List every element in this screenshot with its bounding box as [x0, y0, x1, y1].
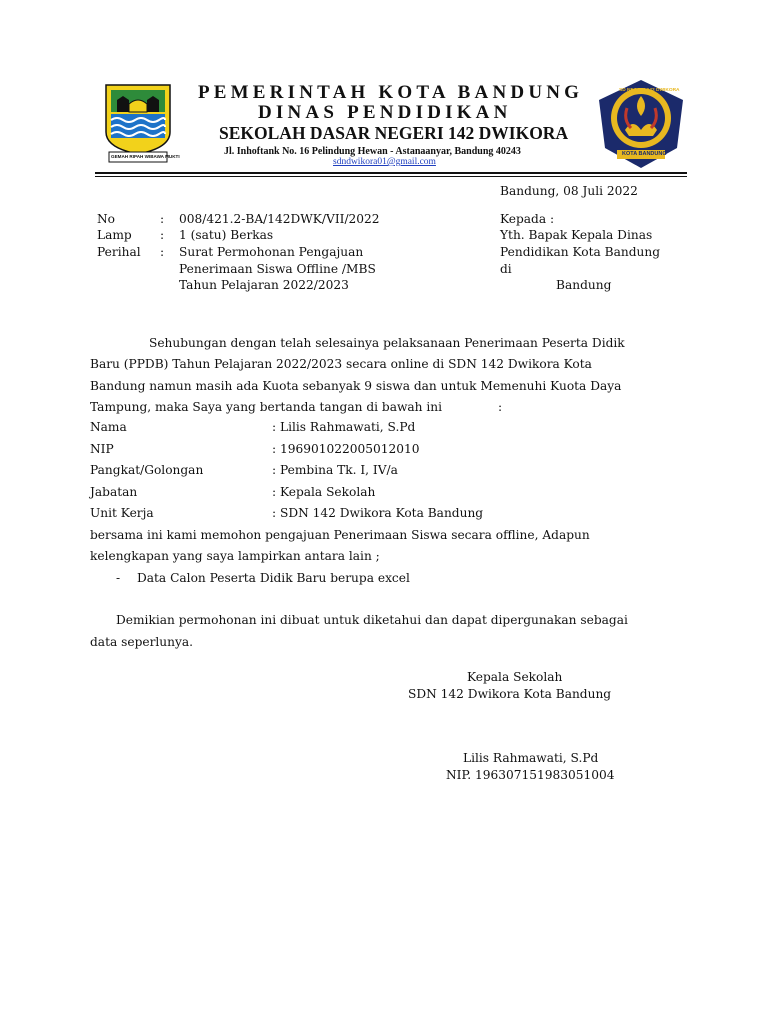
- identity-label: Unit Kerja: [90, 506, 154, 520]
- meta-lamp-label: Lamp: [97, 228, 132, 242]
- recipient-line-4: Bandung: [556, 278, 612, 292]
- signature-name: Lilis Rahmawati, S.Pd: [463, 751, 599, 765]
- school-badge-city-text: KOTA BANDUNG: [622, 151, 667, 157]
- recipient-line-3: di: [500, 262, 512, 276]
- identity-value: : SDN 142 Dwikora Kota Bandung: [272, 506, 484, 520]
- body-p2-line-2: kelengkapan yang saya lampirkan antara lain ;: [90, 549, 380, 563]
- signature-title: Kepala Sekolah: [467, 670, 563, 684]
- body-p2-line-1: bersama ini kami memohon pengajuan Penerimaan Siswa secara offline, Adapun: [90, 528, 590, 542]
- identity-value: : Pembina Tk. I, IV/a: [272, 463, 398, 477]
- meta-lamp-value: 1 (satu) Berkas: [179, 228, 274, 242]
- identity-label: NIP: [90, 442, 114, 456]
- letterhead-divider-thin: [95, 176, 687, 177]
- signature-school: SDN 142 Dwikora Kota Bandung: [408, 687, 612, 701]
- signature-nip: NIP. 196307151983051004: [446, 768, 615, 782]
- letterhead-government: PEMERINTAH KOTA BANDUNG: [198, 82, 584, 103]
- body-p3-line-2: data seperlunya.: [90, 635, 194, 649]
- letterhead-department: DINAS PENDIDIKAN: [258, 102, 512, 123]
- bullet-dash: -: [116, 571, 121, 585]
- meta-no-value: 008/421.2-BA/142DWK/VII/2022: [179, 212, 380, 226]
- body-p1-line-4-colon: :: [498, 400, 503, 414]
- letterhead-school-name: SEKOLAH DASAR NEGERI 142 DWIKORA: [219, 123, 569, 143]
- identity-value: : Lilis Rahmawati, S.Pd: [272, 420, 416, 434]
- meta-perihal-value-2: Penerimaan Siswa Offline /MBS: [179, 262, 376, 276]
- recipient-line-2: Pendidikan Kota Bandung: [500, 245, 661, 259]
- letterhead-email-link[interactable]: sdndwikora01@gmail.com: [333, 157, 436, 167]
- meta-perihal-value-1: Surat Permohonan Pengajuan: [179, 245, 364, 259]
- body-p3-line-1: Demikian permohonan ini dibuat untuk diketahui dan dapat dipergunakan sebagai: [116, 613, 628, 627]
- recipient-line-1: Yth. Bapak Kepala Dinas: [500, 228, 653, 242]
- meta-no-colon: :: [160, 212, 165, 226]
- recipient-kepada: Kepada :: [500, 212, 555, 226]
- body-p1-line-2: Baru (PPDB) Tahun Pelajaran 2022/2023 secara online di SDN 142 Dwikora Kota: [90, 357, 592, 371]
- city-emblem-logo: [103, 82, 180, 164]
- body-p1-line-1: Sehubungan dengan telah selesainya pelaksanaan Penerimaan Peserta Didik: [149, 336, 625, 350]
- school-badge-ring-text: SD NEGERI 142 DWIKORA: [619, 88, 680, 93]
- body-p1-line-4: Tampung, maka Saya yang bertanda tangan di bawah ini: [90, 400, 443, 414]
- bullet-item: Data Calon Peserta Didik Baru berupa excel: [137, 571, 410, 585]
- letterhead-address: Jl. Inhoftank No. 16 Pelindung Hewan - Astanaanyar, Bandung 40243: [224, 146, 521, 157]
- body-p1-line-3: Bandung namun masih ada Kuota sebanyak 9 siswa dan untuk Memenuhi Kuota Daya: [90, 379, 622, 393]
- school-badge-logo: [597, 78, 685, 170]
- identity-label: Nama: [90, 420, 127, 434]
- identity-value: : Kepala Sekolah: [272, 485, 376, 499]
- identity-label: Pangkat/Golongan: [90, 463, 204, 477]
- meta-lamp-colon: :: [160, 228, 165, 242]
- meta-no-label: No: [97, 212, 116, 226]
- meta-perihal-value-3: Tahun Pelajaran 2022/2023: [179, 278, 349, 292]
- meta-perihal-colon: :: [160, 245, 165, 259]
- letterhead-divider: [95, 172, 687, 174]
- meta-perihal-label: Perihal: [97, 245, 141, 259]
- city-motto-text: GEMAH RIPAH WIBAWA MUKTI: [111, 154, 180, 159]
- letter-date: Bandung, 08 Juli 2022: [500, 184, 638, 198]
- identity-label: Jabatan: [90, 485, 138, 499]
- identity-value: : 196901022005012010: [272, 442, 420, 456]
